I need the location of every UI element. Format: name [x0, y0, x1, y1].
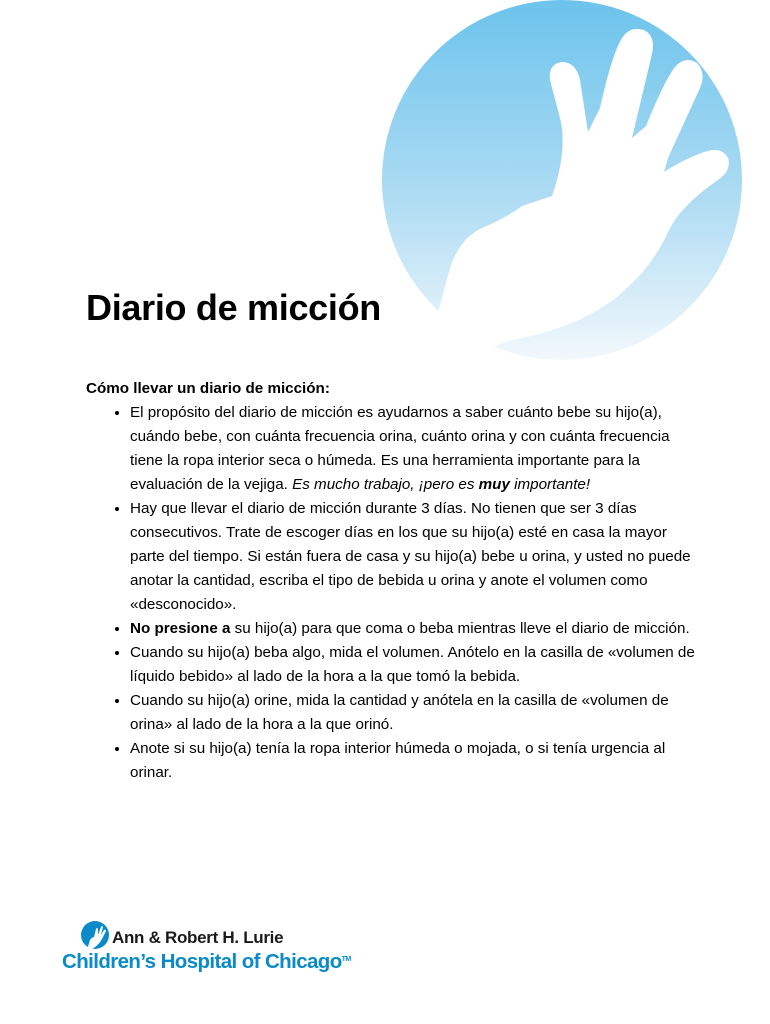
hand-logo-icon — [80, 920, 110, 950]
list-item: • Cuando su hijo(a) beba algo, mida el volumen. Anótelo en la casilla de «volumen de líquido bebido» al lado de la hora a la que tomó la bebida. — [130, 641, 696, 689]
logo-line-2: Children’s Hospital of Chicago™ — [62, 950, 351, 973]
logo-line-1: Ann & Robert H. Lurie — [112, 928, 284, 947]
list-item: • Hay que llevar el diario de micción durante 3 días. No tienen que ser 3 días consecutivos. Trate de escoger días en los que su hijo(a) esté en casa la mayor parte del tiempo. Si están fuera de casa y su hijo(a) bebe u orina, y usted no puede anotar la cantidad, escriba el tipo de bebida u orina y anote el volumen como «desconocido». — [130, 497, 696, 617]
list-item: • El propósito del diario de micción es ayudarnos a saber cuánto bebe su hijo(a), cuándo bebe, con cuánta frecuencia orina, cuánto orina y con cuánta frecuencia tiene la ropa interior seca o húmeda. Es una herramienta importante para la evaluación de la vejiga. Es mucho trabajo, ¡pero es muy importante! — [130, 401, 696, 497]
hospital-logo — [62, 918, 351, 982]
instructions-section — [86, 377, 696, 785]
section-subtitle: Cómo llevar un diario de micción: — [86, 380, 330, 397]
trademark: TM — [341, 956, 351, 963]
hand-circle-graphic — [382, 0, 742, 360]
list-item: • Cuando su hijo(a) orine, mida la cantidad y anótela en la casilla de «volumen de orina» al lado de la hora a la que orinó. — [130, 689, 696, 737]
instructions-list — [86, 401, 696, 785]
list-item: • No presione a su hijo(a) para que coma o beba mientras lleve el diario de micción. — [130, 617, 696, 641]
list-item: • Anote si su hijo(a) tenía la ropa interior húmeda o mojada, o si tenía urgencia al orinar. — [130, 737, 696, 785]
page-title: Diario de micción — [86, 287, 381, 328]
